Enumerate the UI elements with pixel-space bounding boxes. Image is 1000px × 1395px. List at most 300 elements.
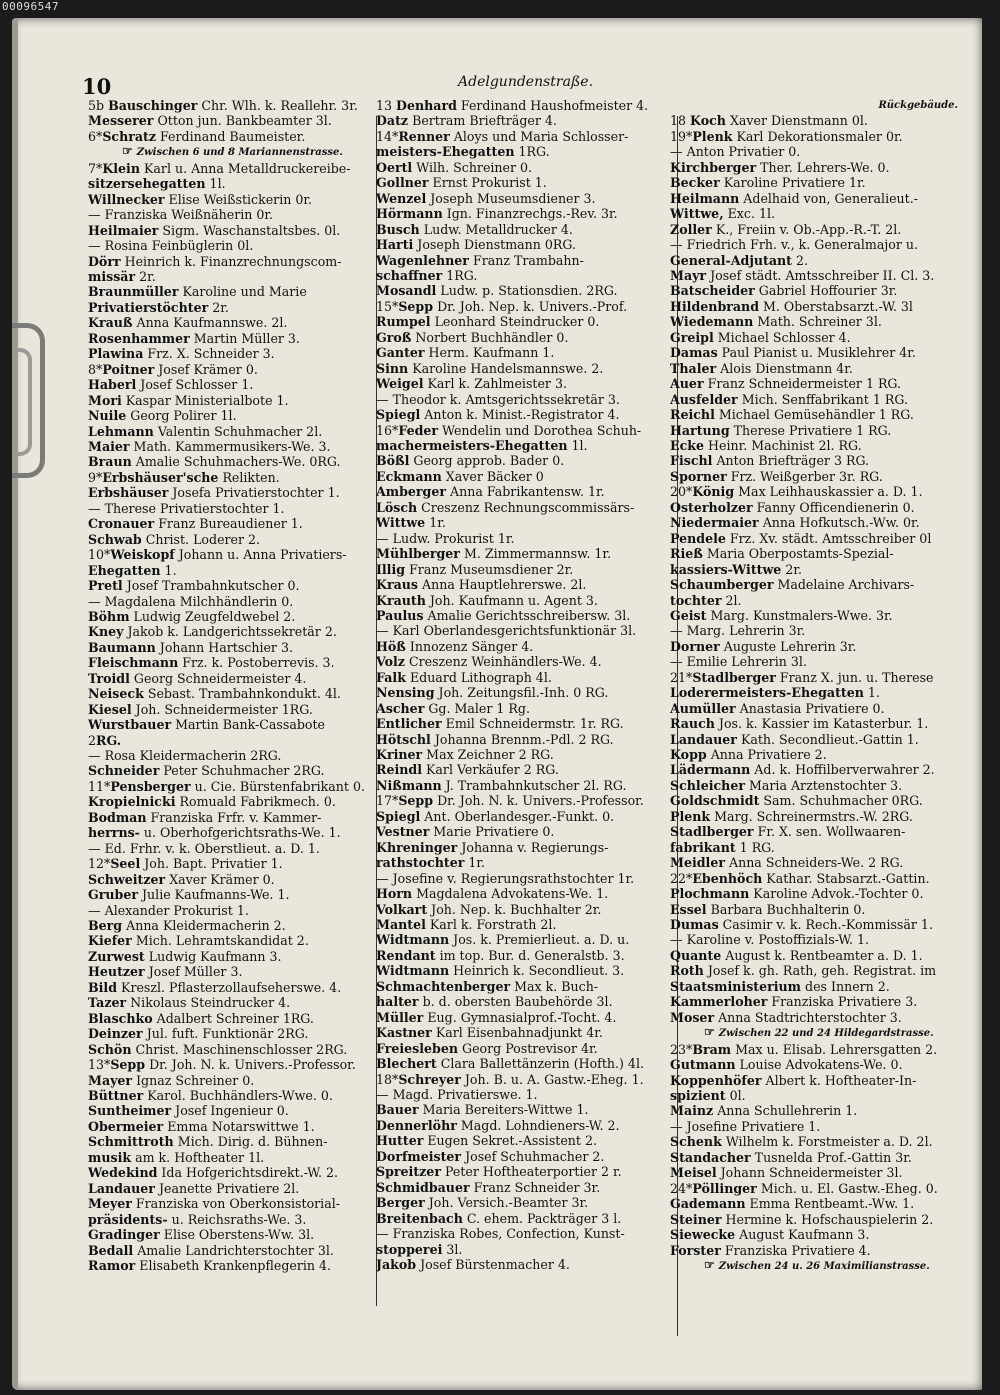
directory-entry: Mainz Anna Schullehrerin 1. [670,1103,858,1119]
entry-surname: Essel [670,901,707,917]
directory-entry: Dennerlöhr Magd. Lohndieners-W. 2. [376,1117,620,1133]
directory-entry: Kney Jakob k. Landgerichtssekretär 2. [88,624,337,640]
entry-surname: Groß [376,329,412,345]
directory-entry: machermeisters-Ehegatten 1l. [376,437,588,453]
directory-entry: Loderermeisters-Ehegatten 1. [670,685,880,701]
directory-entry: halter b. d. obersten Baubehörde 3l. [376,994,613,1010]
directory-entry: Damas Paul Pianist u. Musiklehrer 4r. [670,345,916,361]
entry-surname: Hötschl [376,731,431,747]
directory-entry: 19*Plenk Karl Dekorationsmaler 0r. [670,128,903,144]
directory-entry: — Magdalena Milchhändlerin 0. [88,593,294,609]
entry-surname: Pöllinger [692,1180,757,1196]
entry-surname: Mainz [670,1103,714,1119]
directory-entry: Rendant im top. Bur. d. Generalstb. 3. [376,947,625,963]
entry-surname: sitzersehegatten [88,176,206,192]
entry-surname: Kraus [376,577,418,593]
pointing-hand-icon: ☞ [704,1025,715,1040]
directory-entry: 18*Schreyer Joh. B. u. A. Gastw.-Eheg. 1. [376,1071,644,1087]
directory-entry: 6*Schratz Ferdinand Baumeister. [88,128,306,144]
entry-surname: Reindl [376,762,423,778]
entry-surname: Quante [670,947,722,963]
directory-entry: Schenk Wilhelm k. Forstmeister a. D. 2l. [670,1134,933,1150]
directory-entry: Meisel Johann Schneidermeister 3l. [670,1165,903,1181]
directory-entry: — Ed. Frhr. v. k. Oberstlieut. a. D. 1. [88,840,320,856]
directory-entry: Paulus Amalie Gerichtsschreibersw. 3l. [376,607,631,623]
entry-surname: missär [88,268,136,284]
directory-entry: Baumann Johann Hartschier 3. [88,639,293,655]
directory-entry: sitzersehegatten 1l. [88,176,226,192]
entry-surname: Cronauer [88,516,155,532]
directory-entry: Gollner Ernst Prokurist 1. [376,175,547,191]
entry-surname: Kastner [376,1025,432,1041]
directory-entry: — Magd. Privatierswe. 1. [376,1087,538,1102]
entry-surname: Goldschmidt [670,793,760,809]
directory-entry: Bößl Georg approb. Bader 0. [376,453,565,469]
directory-entry: Ganter Herm. Kaufmann 1. [376,345,555,361]
entry-surname: Mosandl [376,283,437,299]
entry-surname: Wiedemann [670,314,754,330]
entry-surname: Niedermaier [670,515,759,531]
directory-entry: Blaschko Adalbert Schreiner 1RG. [88,1010,314,1026]
directory-entry: Niedermaier Anna Hofkutsch.-Ww. 0r. [670,515,920,531]
directory-entry: Tazer Nikolaus Steindrucker 4. [88,995,291,1011]
directory-entry: Volz Creszenz Weinhändlers-We. 4. [376,654,602,670]
directory-entry: 16*Feder Wendelin und Dorothea Schuh- [376,422,642,438]
directory-entry: Sinn Karoline Handelsmannswe. 2. [376,360,604,376]
entry-surname: Koch [690,113,726,129]
directory-column-1 [88,98,378,1273]
directory-entry: Neiseck Sebast. Trambahnkondukt. 4l. [88,686,341,702]
cross-street-note [670,1258,970,1274]
entry-surname: Maier [88,438,130,454]
entry-surname: Schön [88,1041,132,1057]
entry-surname: Schratz [102,128,156,144]
directory-entry: Nuile Georg Polirer 1l. [88,408,237,424]
directory-entry: Wiedemann Math. Schreiner 3l. [670,314,882,330]
entry-surname: Staatsministerium [670,978,802,994]
entry-surname: Stadlberger [692,669,776,685]
directory-entry: Blechert Clara Ballettänzerin (Hofth.) 4l. [376,1056,644,1072]
directory-entry: Troidl Georg Schneidermeister 4. [88,670,307,686]
directory-entry: Plawina Frz. X. Schneider 3. [88,346,275,362]
directory-entry: spizient 0l. [670,1088,746,1103]
entry-surname: Schreyer [398,1071,461,1087]
directory-entry: Lösch Creszenz Rechnungscommissärs- [376,499,635,515]
directory-entry: 23*Bram Max u. Elisab. Lehrersgatten 2. [670,1041,938,1057]
entry-surname: Denhard [396,98,457,113]
entry-surname: Berger [376,1195,425,1211]
entry-surname: Dorfmeister [376,1148,462,1164]
entry-surname: Wagenlehner [376,252,469,268]
directory-entry: Quante August k. Rentbeamter a. D. 1. [670,947,923,963]
directory-entry: fabrikant 1 RG. [670,839,775,855]
entry-surname: Zurwest [88,948,145,964]
entry-surname: Berg [88,918,123,934]
entry-surname: Entlicher [376,716,442,732]
entry-surname: Heilmann [670,190,740,206]
entry-surname: Braun [88,454,132,470]
directory-entry: Maier Math. Kammermusikers-We. 3. [88,438,331,454]
directory-entry: Braun Amalie Schuhmachers-We. 0RG. [88,454,341,470]
directory-entry: Hartung Therese Privatiere 1 RG. [670,422,892,438]
directory-entry: Goldschmidt Sam. Schuhmacher 0RG. [670,793,923,809]
entry-surname: Gollner [376,175,429,191]
paper-clip-inner [14,348,32,456]
entry-surname: Müller [376,1009,424,1025]
directory-entry: Volkart Joh. Nep. k. Buchhalter 2r. [376,901,602,917]
directory-entry: Breitenbach C. ehem. Packträger 3 l. [376,1210,622,1226]
directory-entry: Falk Eduard Lithograph 4l. [376,669,552,685]
page-edge [12,18,18,1390]
entry-surname: Schleicher [670,777,745,793]
entry-surname: Weiskopf [110,547,175,563]
page-number: 10 [82,74,112,99]
entry-surname: Mayr [670,267,707,283]
entry-surname: Wedekind [88,1165,158,1181]
directory-entry: Horn Magdalena Advokatens-We. 1. [376,886,609,902]
entry-surname: meisters-Ehegatten [376,144,515,160]
entry-surname: Kiesel [88,701,132,717]
entry-surname: kassiers-Wittwe [670,561,782,577]
entry-surname: Baumann [88,639,156,655]
entry-surname: Standacher [670,1149,751,1165]
directory-entry: — Franziska Robes, Confection, Kunst- [376,1226,625,1242]
entry-surname: Pendele [670,530,726,546]
directory-entry: Deinzer Jul. fuft. Funktionär 2RG. [88,1026,309,1042]
entry-surname: Seel [110,856,141,872]
entry-surname: spizient [670,1088,726,1103]
entry-surname: Rosenhammer [88,330,190,346]
entry-surname: Breitenbach [376,1210,463,1226]
entry-surname: Kirchberger [670,159,757,175]
entry-surname: Osterholzer [670,499,753,515]
directory-entry: Amberger Anna Fabrikantensw. 1r. [376,484,605,500]
entry-surname: Feder [398,422,439,438]
directory-entry: rathstochter 1r. [376,855,486,871]
entry-surname: Heutzer [88,964,145,980]
entry-surname: Messerer [88,113,154,129]
directory-entry: — Franziska Weißnäherin 0r. [88,207,274,223]
directory-entry: Schmachtenberger Max k. Buch- [376,978,599,994]
directory-entry: Becker Karoline Privatiere 1r. [670,175,866,191]
entry-surname: Erbshäuser [88,485,169,501]
directory-entry: Kropielnicki Romuald Fabrikmech. 0. [88,794,336,810]
directory-entry: Groß Norbert Buchhändler 0. [376,329,569,345]
directory-entry: Gruber Julie Kaufmanns-We. 1. [88,887,290,903]
entry-surname: Haberl [88,377,137,393]
directory-entry: 13*Sepp Dr. Joh. N. k. Univers.-Professor. [88,1057,356,1073]
entry-surname: Schmittroth [88,1134,174,1150]
entry-surname: Kney [88,624,124,640]
entry-surname: Nißmann [376,777,442,793]
directory-entry: Harti Joseph Dienstmann 0RG. [376,237,577,253]
directory-entry: Illig Franz Museumsdiener 2r. [376,561,574,577]
entry-surname: Busch [376,221,420,237]
directory-entry: — Therese Privatierstochter 1. [88,500,285,516]
directory-entry: Lädermann Ad. k. Hoffilberverwahrer 2. [670,762,935,778]
directory-entry: Nensing Joh. Zeitungsfil.-Inh. 0 RG. [376,685,609,701]
entry-surname: Volkart [376,901,428,917]
directory-entry: Kirchberger Ther. Lehrers-We. 0. [670,159,890,175]
directory-entry: — Emilie Lehrerin 3l. [670,654,807,670]
entry-surname: herrns- [88,825,140,841]
directory-entry: herrns- u. Oberhofgerichtsraths-We. 1. [88,825,341,841]
directory-entry: — Rosa Kleidermacherin 2RG. [88,748,282,764]
directory-entry: 2RG. [88,732,122,748]
entry-surname: musik [88,1149,132,1165]
directory-entry: Spiegl Ant. Oberlandesger.-Funkt. 0. [376,808,615,824]
entry-surname: Spiegl [376,808,421,824]
directory-entry: Wittwe, Exc. 1l. [670,206,775,222]
directory-entry: Hörmann Ign. Finanzrechgs.-Rev. 3r. [376,206,618,222]
directory-entry: — Ludw. Prokurist 1r. [376,530,515,546]
entry-surname: Damas [670,345,718,361]
directory-entry: Essel Barbara Buchhalterin 0. [670,901,866,917]
directory-entry: musik am k. Hoftheater 1l. [88,1149,265,1165]
entry-surname: Kopp [670,747,707,763]
directory-entry: Standacher Tusnelda Prof.-Gattin 3r. [670,1149,912,1165]
directory-entry: Nißmann J. Trambahnkutscher 2l. RG. [376,777,627,793]
directory-entry: tochter 2l. [670,592,742,608]
directory-entry: Mantel Karl k. Forstrath 2l. [376,917,557,933]
entry-surname: Meidler [670,855,725,871]
entry-surname: Rieß [670,546,703,562]
entry-surname: Widtmann [376,932,450,948]
entry-surname: Kiefer [88,933,132,949]
directory-column-3 [670,98,970,1274]
entry-surname: Blechert [376,1056,437,1072]
entry-surname: Erbshäuser'sche [102,469,219,485]
directory-entry: — Anton Privatier 0. [670,144,801,160]
entry-surname: Privatierstöchter [88,299,209,315]
entry-surname: rathstochter [376,855,465,871]
directory-entry: 22*Ebenhöch Kathar. Stabsarzt.-Gattin. [670,870,930,886]
entry-surname: schaffner [376,267,443,283]
entry-surname: Nensing [376,685,435,701]
entry-surname: Plochmann [670,886,750,902]
directory-entry: Reindl Karl Verkäufer 2 RG. [376,762,559,778]
entry-surname: Suntheimer [88,1103,172,1119]
entry-surname: stopperei [376,1241,443,1257]
entry-surname: Bodman [88,809,147,825]
directory-entry: — Josefine Privatiere 1. [670,1118,821,1134]
entry-surname: Ecke [670,437,705,453]
directory-entry: 13 Denhard Ferdinand Haushofmeister 4. [376,98,649,113]
directory-entry: Hötschl Johanna Brennm.-Pdl. 2 RG. [376,731,614,747]
entry-surname: Dumas [670,917,719,933]
entry-surname: Datz [376,113,409,129]
directory-entry: — Karoline v. Postoffizials-W. 1. [670,932,869,948]
directory-entry: Forster Franziska Privatiere 4. [670,1242,871,1258]
pointing-hand-icon: ☞ [704,1257,715,1272]
directory-entry: Plenk Marg. Schreinermstrs.-W. 2RG. [670,808,913,824]
directory-entry: Hildenbrand M. Oberstabsarzt.-W. 3l [670,298,913,314]
entry-surname: Obermeier [88,1118,164,1134]
entry-surname: Pretl [88,578,123,594]
directory-entry: 9*Erbshäuser'sche Relikten. [88,469,280,485]
entry-surname: Kammerloher [670,994,768,1010]
directory-entry: Spreitzer Peter Hoftheaterportier 2 r. [376,1164,622,1180]
directory-entry: Mühlberger M. Zimmermannsw. 1r. [376,546,612,562]
entry-surname: Illig [376,561,406,577]
entry-surname: Weigel [376,376,424,392]
entry-surname: Vestner [376,824,430,840]
entry-surname: Reichl [670,407,715,423]
directory-entry: 21*Stadlberger Franz X. jun. u. Therese [670,669,934,685]
directory-entry: Sporner Frz. Weißgerber 3r. RG. [670,468,883,484]
entry-surname: Klein [102,160,140,176]
directory-entry: Fischl Anton Briefträger 3 RG. [670,453,870,469]
entry-surname: Krauth [376,592,426,608]
entry-surname: machermeisters-Ehegatten [376,437,568,453]
directory-entry: Rumpel Leonhard Steindrucker 0. [376,314,600,330]
entry-surname: Greipl [670,329,714,345]
entry-surname: RG. [96,732,122,748]
directory-entry: 7*Klein Karl u. Anna Metalldruckereibe- [88,160,351,176]
entry-surname: Lehmann [88,423,154,439]
directory-entry: — Friedrich Frh. v., k. Generalmajor u. [670,237,918,253]
entry-surname: Batscheider [670,283,755,299]
entry-surname: Gutmann [670,1057,736,1073]
entry-surname: Schweitzer [88,871,166,887]
entry-surname: Renner [398,128,450,144]
entry-surname: Steiner [670,1211,722,1227]
directory-entry: missär 2r. [88,268,156,284]
directory-entry: Aumüller Anastasia Privatiere 0. [670,700,885,716]
directory-entry: 20*König Max Leihhauskassier a. D. 1. [670,484,923,500]
cross-street-note [670,1025,970,1041]
directory-entry: Schleicher Maria Arztenstochter 3. [670,777,903,793]
directory-entry: 15*Sepp Dr. Joh. Nep. k. Univers.-Prof. [376,298,628,314]
entry-surname: Krauß [88,315,133,331]
directory-entry: Gutmann Louise Advokatens-We. 0. [670,1057,903,1073]
entry-surname: Mühlberger [376,546,460,562]
entry-surname: Sporner [670,468,727,484]
entry-surname: Falk [376,669,406,685]
entry-surname: Hörmann [376,206,443,222]
directory-entry: Ehegatten 1. [88,562,177,578]
directory-entry: Roth Josef k. gh. Rath, geh. Registrat. im [670,963,937,979]
directory-entry: Dörr Heinrich k. Finanzrechnungscom- [88,253,342,269]
directory-entry: Höß Innozenz Sänger 4. [376,638,534,654]
directory-entry: — Karl Oberlandesgerichtsfunktionär 3l. [376,623,637,639]
entry-surname: Ascher [376,700,425,716]
entry-surname: halter [376,994,419,1010]
entry-surname: Gademann [670,1196,746,1212]
directory-entry: kassiers-Wittwe 2r. [670,561,802,577]
directory-entry: Bild Kreszl. Pflasterzollaufseherswe. 4. [88,979,342,995]
entry-surname: Hildenbrand [670,298,760,314]
entry-surname: Meisel [670,1165,717,1181]
entry-surname: Dörr [88,253,121,269]
entry-surname: Höß [376,638,406,654]
directory-entry: Landauer Kath. Secondlieut.-Gattin 1. [670,731,919,747]
directory-entry: schaffner 1RG. [376,267,478,283]
directory-entry: Ramor Elisabeth Krankenpflegerin 4. [88,1257,332,1273]
entry-surname: Poitner [102,361,155,377]
paper-clip [12,323,45,478]
directory-entry: meisters-Ehegatten 1RG. [376,144,550,160]
directory-entry: Hutter Eugen Sekret.-Assistent 2. [376,1133,597,1149]
directory-entry: Auer Franz Schneidermeister 1 RG. [670,376,902,392]
directory-entry: — Marg. Lehrerin 3r. [670,623,806,639]
directory-entry: Rosenhammer Martin Müller 3. [88,330,300,346]
directory-entry: Krauß Anna Kaufmannswe. 2l. [88,315,288,331]
directory-entry: Vestner Marie Privatiere 0. [376,824,555,840]
directory-entry: Mayer Ignaz Schreiner 0. [88,1072,255,1088]
directory-entry: Büttner Karol. Buchhändlers-Wwe. 0. [88,1088,333,1103]
entry-surname: Paulus [376,607,424,623]
directory-entry: Wedekind Ida Hofgerichtsdirekt.-W. 2. [88,1165,339,1181]
entry-surname: Plawina [88,346,144,362]
cross-street-text: Zwischen 22 und 24 Hildegardstrasse. [718,1028,934,1040]
entry-surname: Lädermann [670,762,751,778]
entry-surname: fabrikant [670,839,736,855]
directory-entry: Bauer Maria Bereiters-Wittwe 1. [376,1102,589,1118]
entry-surname: Hutter [376,1133,424,1149]
directory-entry: Kriner Max Zeichner 2 RG. [376,747,554,763]
entry-surname: Gradinger [88,1227,160,1243]
entry-surname: Horn [376,886,413,902]
directory-entry: Bedall Amalie Landrichterstochter 3l. [88,1242,334,1258]
directory-entry: Widtmann Heinrich k. Secondlieut. 3. [376,963,625,979]
directory-entry: Lehmann Valentin Schuhmacher 2l. [88,423,323,439]
entry-surname: Bedall [88,1242,134,1258]
image-id-label: 00096547 [2,0,59,13]
directory-entry: Kopp Anna Privatiere 2. [670,747,827,763]
directory-entry: Dorfmeister Josef Schuhmacher 2. [376,1148,605,1164]
directory-entry: 24*Pöllinger Mich. u. El. Gastw.-Eheg. 0. [670,1180,938,1196]
directory-entry: Jakob Josef Bürstenmacher 4. [376,1256,570,1272]
directory-entry: Pendele Frz. Xv. städt. Amtsschreiber 0l [670,530,932,546]
directory-entry: Reichl Michael Gemüsehändler 1 RG. [670,407,914,423]
entry-surname: Dorner [670,638,720,654]
entry-surname: Bauschinger [108,98,198,113]
directory-entry: Bodman Franziska Frfr. v. Kammer- [88,809,322,825]
directory-entry: Zoller K., Freiin v. Ob.-App.-R.-T. 2l. [670,221,902,237]
entry-surname: Wittwe [376,515,426,531]
directory-entry: Thaler Alois Dienstmann 4r. [670,360,853,376]
cross-street-text: Zwischen 24 u. 26 Maximilianstrasse. [718,1260,930,1272]
entry-surname: General-Adjutant [670,252,792,268]
entry-surname: Bößl [376,453,410,469]
entry-surname: Spiegl [376,407,421,423]
entry-surname: Fischl [670,453,713,469]
directory-entry: Heutzer Josef Müller 3. [88,964,243,980]
entry-surname: präsidents- [88,1211,168,1227]
directory-entry: — Josefine v. Regierungsrathstochter 1r. [376,870,635,886]
entry-surname: Plenk [670,808,711,824]
directory-entry: Meyer Franziska von Oberkonsistorial- [88,1196,341,1212]
entry-surname: Harti [376,237,414,253]
directory-entry: Haberl Josef Schlosser 1. [88,377,254,393]
directory-entry: Meidler Anna Schneiders-We. 2 RG. [670,855,904,871]
entry-surname: Bram [692,1041,732,1057]
directory-entry: Schneider Peter Schuhmacher 2RG. [88,763,325,779]
directory-entry: Suntheimer Josef Ingenieur 0. [88,1103,289,1119]
entry-surname: Auer [670,376,704,392]
directory-entry: Ausfelder Mich. Senffabrikant 1 RG. [670,391,908,407]
entry-surname: Troidl [88,670,130,686]
directory-entry: Plochmann Karoline Advok.-Tochter 0. [670,886,924,902]
directory-entry: Böhm Ludwig Zeugfeldwebel 2. [88,608,296,624]
directory-entry: Obermeier Emma Notarswittwe 1. [88,1118,315,1134]
section-heading: Rückgebäude. [878,100,958,111]
entry-surname: Loderermeisters-Ehegatten [670,685,864,701]
entry-surname: Ausfelder [670,391,738,407]
directory-entry: Wenzel Joseph Museumsdiener 3. [376,190,596,206]
directory-entry: Freiesleben Georg Postrevisor 4r. [376,1040,598,1056]
